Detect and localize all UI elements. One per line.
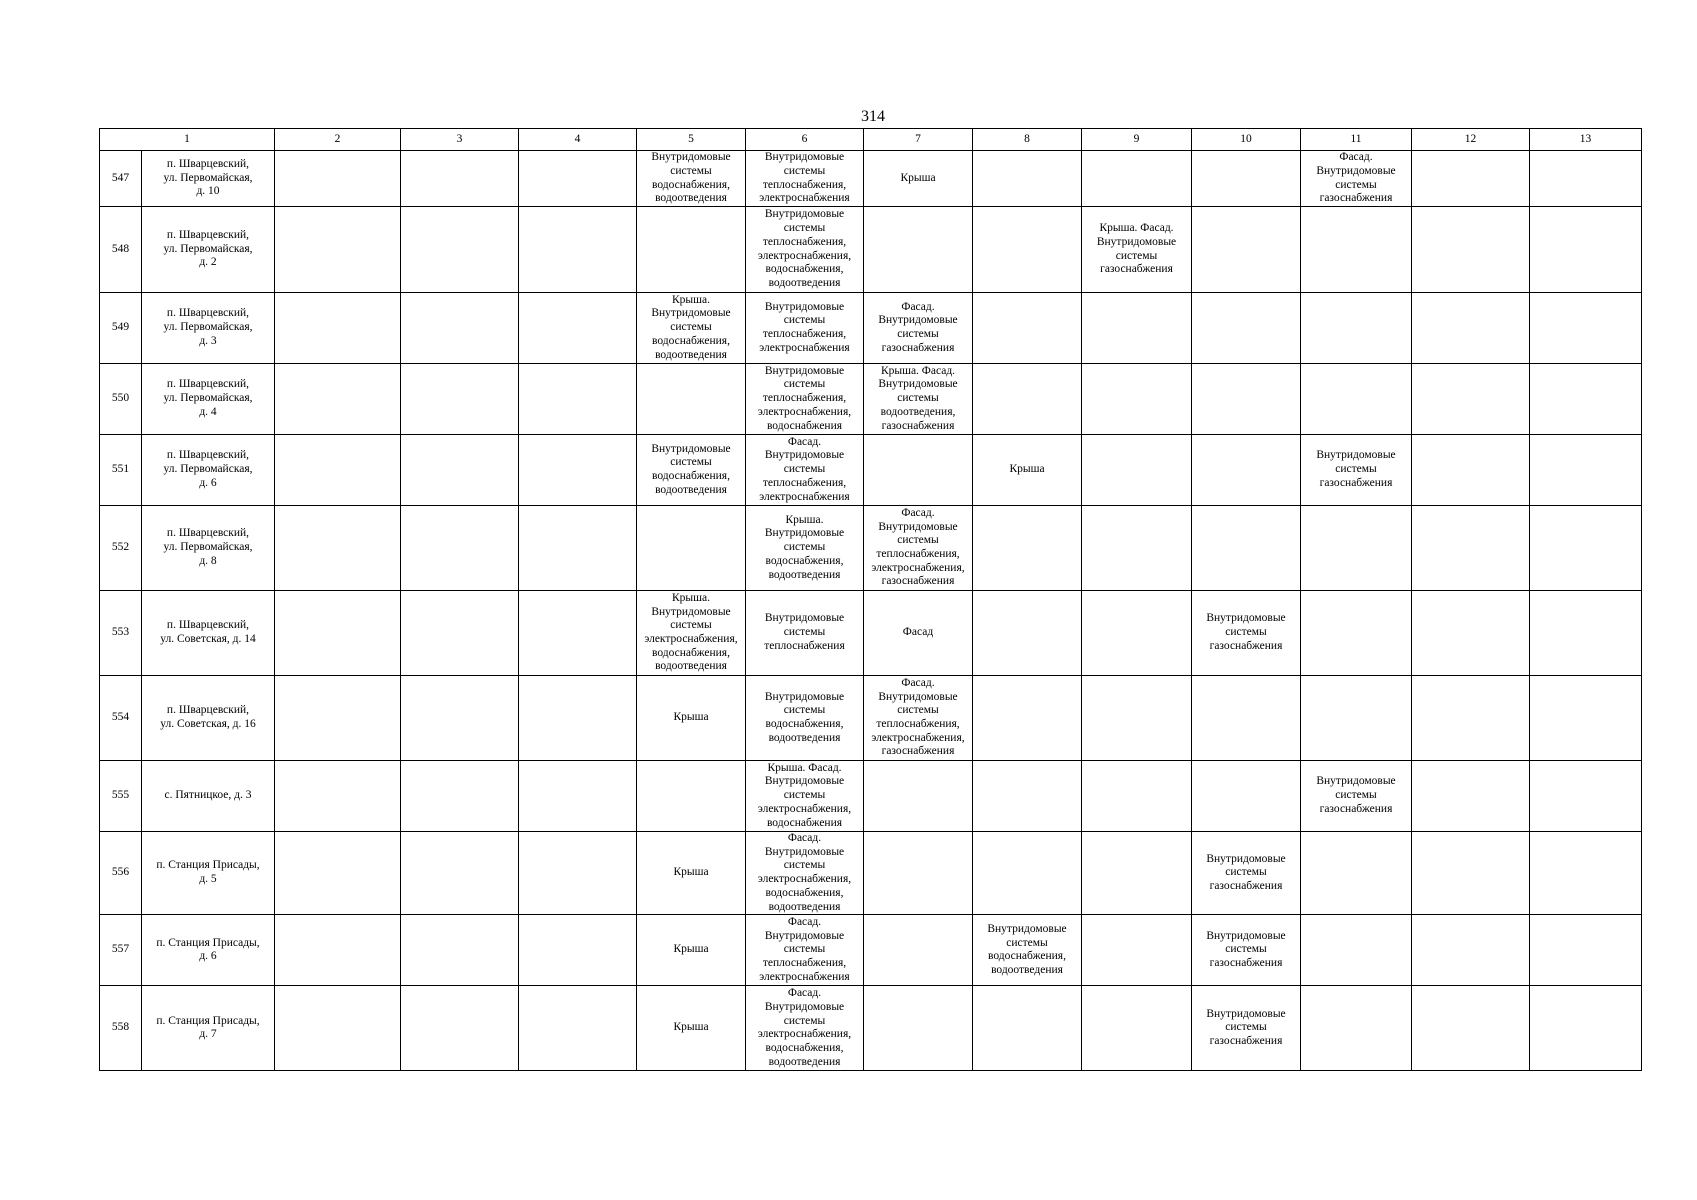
col-6-cell: Внутридомовые системы теплоснабжения bbox=[746, 591, 864, 676]
col-6-cell: Фасад. Внутридомовые системы теплоснабжения, электроснабжения bbox=[746, 915, 864, 986]
col-12-cell bbox=[1412, 151, 1530, 207]
table-row bbox=[100, 832, 1642, 915]
col-7-cell: Фасад. Внутридомовые системы газоснабжения bbox=[864, 293, 973, 364]
col-13-cell bbox=[1530, 293, 1642, 364]
col-6-cell: Крыша. Внутридомовые системы водоснабжения, водоотведения bbox=[746, 506, 864, 591]
col-11-cell bbox=[1301, 986, 1412, 1071]
col-4-cell bbox=[519, 761, 637, 832]
address-cell: п. Станция Присады, д. 7 bbox=[142, 986, 275, 1071]
col-2-cell bbox=[275, 676, 401, 761]
col-10-cell bbox=[1192, 293, 1301, 364]
col-9-cell bbox=[1082, 761, 1192, 832]
col-5-cell bbox=[637, 207, 746, 293]
col-6-cell: Внутридомовые системы теплоснабжения, электроснабжения bbox=[746, 293, 864, 364]
table-body bbox=[100, 129, 1642, 1071]
address-cell: п. Шварцевский, ул. Первомайская, д. 8 bbox=[142, 506, 275, 591]
col-13-cell bbox=[1530, 151, 1642, 207]
col-3-cell bbox=[401, 676, 519, 761]
col-11-cell: Внутридомовые системы газоснабжения bbox=[1301, 761, 1412, 832]
column-header: 9 bbox=[1082, 129, 1192, 151]
column-header: 2 bbox=[275, 129, 401, 151]
address-cell: п. Шварцевский, ул. Первомайская, д. 4 bbox=[142, 364, 275, 435]
col-9-cell: Крыша. Фасад. Внутридомовые системы газоснабжения bbox=[1082, 207, 1192, 293]
col-7-cell bbox=[864, 207, 973, 293]
col-11-cell bbox=[1301, 506, 1412, 591]
col-3-cell bbox=[401, 293, 519, 364]
col-12-cell bbox=[1412, 364, 1530, 435]
col-13-cell bbox=[1530, 435, 1642, 506]
address-cell: п. Шварцевский, ул. Первомайская, д. 10 bbox=[142, 151, 275, 207]
col-3-cell bbox=[401, 591, 519, 676]
col-9-cell bbox=[1082, 293, 1192, 364]
col-10-cell: Внутридомовые системы газоснабжения bbox=[1192, 591, 1301, 676]
table-row bbox=[100, 761, 1642, 832]
row-number-cell: 556 bbox=[100, 832, 142, 915]
col-9-cell bbox=[1082, 364, 1192, 435]
col-2-cell bbox=[275, 293, 401, 364]
col-3-cell bbox=[401, 364, 519, 435]
col-10-cell bbox=[1192, 506, 1301, 591]
col-7-cell: Крыша. Фасад. Внутридомовые системы водоотведения, газоснабжения bbox=[864, 364, 973, 435]
col-13-cell bbox=[1530, 591, 1642, 676]
col-4-cell bbox=[519, 986, 637, 1071]
col-8-cell bbox=[973, 832, 1082, 915]
table-row bbox=[100, 364, 1642, 435]
col-5-cell: Крыша bbox=[637, 832, 746, 915]
address-cell: п. Станция Присады, д. 6 bbox=[142, 915, 275, 986]
col-6-cell: Внутридомовые системы теплоснабжения, электроснабжения bbox=[746, 151, 864, 207]
col-6-cell: Внутридомовые системы теплоснабжения, электроснабжения, водоснабжения bbox=[746, 364, 864, 435]
column-header: 1 bbox=[100, 129, 275, 151]
col-10-cell: Внутридомовые системы газоснабжения bbox=[1192, 986, 1301, 1071]
table-row bbox=[100, 293, 1642, 364]
col-8-cell bbox=[973, 364, 1082, 435]
col-8-cell: Крыша bbox=[973, 435, 1082, 506]
col-2-cell bbox=[275, 364, 401, 435]
col-7-cell: Фасад. Внутридомовые системы теплоснабжения, электроснабжения, газоснабжения bbox=[864, 506, 973, 591]
column-header: 7 bbox=[864, 129, 973, 151]
col-2-cell bbox=[275, 761, 401, 832]
column-header: 13 bbox=[1530, 129, 1642, 151]
col-3-cell bbox=[401, 435, 519, 506]
col-11-cell bbox=[1301, 293, 1412, 364]
col-2-cell bbox=[275, 591, 401, 676]
col-10-cell bbox=[1192, 364, 1301, 435]
col-5-cell bbox=[637, 506, 746, 591]
col-10-cell bbox=[1192, 207, 1301, 293]
col-4-cell bbox=[519, 832, 637, 915]
col-6-cell: Внутридомовые системы теплоснабжения, электроснабжения, водоснабжения, водоотведения bbox=[746, 207, 864, 293]
col-10-cell bbox=[1192, 761, 1301, 832]
col-12-cell bbox=[1412, 761, 1530, 832]
col-9-cell bbox=[1082, 506, 1192, 591]
col-10-cell bbox=[1192, 676, 1301, 761]
col-7-cell bbox=[864, 832, 973, 915]
col-7-cell: Крыша bbox=[864, 151, 973, 207]
col-4-cell bbox=[519, 207, 637, 293]
housing-repair-table bbox=[99, 128, 1642, 1071]
col-6-cell: Фасад. Внутридомовые системы электроснабжения, водоснабжения, водоотведения bbox=[746, 986, 864, 1071]
col-3-cell bbox=[401, 986, 519, 1071]
col-11-cell bbox=[1301, 915, 1412, 986]
table-row bbox=[100, 435, 1642, 506]
column-header: 3 bbox=[401, 129, 519, 151]
col-8-cell bbox=[973, 293, 1082, 364]
col-12-cell bbox=[1412, 506, 1530, 591]
col-13-cell bbox=[1530, 915, 1642, 986]
col-11-cell bbox=[1301, 832, 1412, 915]
col-5-cell: Внутридомовые системы водоснабжения, водоотведения bbox=[637, 151, 746, 207]
col-10-cell bbox=[1192, 435, 1301, 506]
col-9-cell bbox=[1082, 832, 1192, 915]
row-number-cell: 550 bbox=[100, 364, 142, 435]
col-11-cell: Фасад. Внутридомовые системы газоснабжения bbox=[1301, 151, 1412, 207]
column-header: 8 bbox=[973, 129, 1082, 151]
col-8-cell bbox=[973, 207, 1082, 293]
col-6-cell: Внутридомовые системы водоснабжения, водоотведения bbox=[746, 676, 864, 761]
col-3-cell bbox=[401, 151, 519, 207]
col-10-cell: Внутридомовые системы газоснабжения bbox=[1192, 915, 1301, 986]
col-8-cell bbox=[973, 151, 1082, 207]
table-row bbox=[100, 207, 1642, 293]
row-number-cell: 551 bbox=[100, 435, 142, 506]
col-13-cell bbox=[1530, 676, 1642, 761]
column-header: 10 bbox=[1192, 129, 1301, 151]
col-11-cell: Внутридомовые системы газоснабжения bbox=[1301, 435, 1412, 506]
col-13-cell bbox=[1530, 986, 1642, 1071]
col-7-cell: Фасад. Внутридомовые системы теплоснабжения, электроснабжения, газоснабжения bbox=[864, 676, 973, 761]
col-7-cell bbox=[864, 915, 973, 986]
col-8-cell bbox=[973, 506, 1082, 591]
col-10-cell: Внутридомовые системы газоснабжения bbox=[1192, 832, 1301, 915]
address-cell: п. Шварцевский, ул. Советская, д. 14 bbox=[142, 591, 275, 676]
col-13-cell bbox=[1530, 207, 1642, 293]
col-4-cell bbox=[519, 915, 637, 986]
col-4-cell bbox=[519, 364, 637, 435]
col-12-cell bbox=[1412, 676, 1530, 761]
col-12-cell bbox=[1412, 915, 1530, 986]
row-number-cell: 553 bbox=[100, 591, 142, 676]
col-2-cell bbox=[275, 506, 401, 591]
column-header: 12 bbox=[1412, 129, 1530, 151]
page-number: 314 bbox=[861, 108, 885, 125]
col-4-cell bbox=[519, 151, 637, 207]
col-7-cell bbox=[864, 435, 973, 506]
col-12-cell bbox=[1412, 591, 1530, 676]
address-cell: п. Шварцевский, ул. Первомайская, д. 3 bbox=[142, 293, 275, 364]
col-3-cell bbox=[401, 915, 519, 986]
col-13-cell bbox=[1530, 364, 1642, 435]
address-cell: п. Шварцевский, ул. Первомайская, д. 6 bbox=[142, 435, 275, 506]
col-9-cell bbox=[1082, 151, 1192, 207]
table-row bbox=[100, 151, 1642, 207]
col-12-cell bbox=[1412, 207, 1530, 293]
row-number-cell: 558 bbox=[100, 986, 142, 1071]
col-11-cell bbox=[1301, 676, 1412, 761]
address-cell: п. Шварцевский, ул. Первомайская, д. 2 bbox=[142, 207, 275, 293]
address-cell: п. Шварцевский, ул. Советская, д. 16 bbox=[142, 676, 275, 761]
row-number-cell: 555 bbox=[100, 761, 142, 832]
col-3-cell bbox=[401, 506, 519, 591]
col-12-cell bbox=[1412, 832, 1530, 915]
col-9-cell bbox=[1082, 676, 1192, 761]
address-cell: п. Станция Присады, д. 5 bbox=[142, 832, 275, 915]
col-3-cell bbox=[401, 761, 519, 832]
col-2-cell bbox=[275, 832, 401, 915]
col-12-cell bbox=[1412, 293, 1530, 364]
col-9-cell bbox=[1082, 591, 1192, 676]
col-9-cell bbox=[1082, 986, 1192, 1071]
col-6-cell: Фасад. Внутридомовые системы электроснабжения, водоснабжения, водоотведения bbox=[746, 832, 864, 915]
col-11-cell bbox=[1301, 207, 1412, 293]
col-9-cell bbox=[1082, 435, 1192, 506]
col-3-cell bbox=[401, 207, 519, 293]
col-6-cell: Фасад. Внутридомовые системы теплоснабжения, электроснабжения bbox=[746, 435, 864, 506]
col-7-cell: Фасад bbox=[864, 591, 973, 676]
col-4-cell bbox=[519, 591, 637, 676]
row-number-cell: 554 bbox=[100, 676, 142, 761]
col-2-cell bbox=[275, 986, 401, 1071]
col-6-cell: Крыша. Фасад. Внутридомовые системы электроснабжения, водоснабжения bbox=[746, 761, 864, 832]
col-12-cell bbox=[1412, 435, 1530, 506]
col-5-cell bbox=[637, 761, 746, 832]
col-8-cell bbox=[973, 591, 1082, 676]
col-9-cell bbox=[1082, 915, 1192, 986]
col-5-cell: Крыша. Внутридомовые системы водоснабжения, водоотведения bbox=[637, 293, 746, 364]
table-row bbox=[100, 915, 1642, 986]
row-number-cell: 557 bbox=[100, 915, 142, 986]
row-number-cell: 552 bbox=[100, 506, 142, 591]
table-row bbox=[100, 986, 1642, 1071]
column-header-row bbox=[100, 129, 1642, 151]
col-13-cell bbox=[1530, 506, 1642, 591]
table-row bbox=[100, 676, 1642, 761]
col-8-cell bbox=[973, 761, 1082, 832]
col-5-cell: Крыша. Внутридомовые системы электроснабжения, водоснабжения, водоотведения bbox=[637, 591, 746, 676]
row-number-cell: 549 bbox=[100, 293, 142, 364]
column-header: 4 bbox=[519, 129, 637, 151]
col-3-cell bbox=[401, 832, 519, 915]
col-8-cell: Внутридомовые системы водоснабжения, водоотведения bbox=[973, 915, 1082, 986]
col-4-cell bbox=[519, 293, 637, 364]
col-11-cell bbox=[1301, 591, 1412, 676]
col-2-cell bbox=[275, 207, 401, 293]
col-5-cell bbox=[637, 364, 746, 435]
col-8-cell bbox=[973, 986, 1082, 1071]
row-number-cell: 547 bbox=[100, 151, 142, 207]
col-7-cell bbox=[864, 986, 973, 1071]
col-5-cell: Крыша bbox=[637, 986, 746, 1071]
col-13-cell bbox=[1530, 832, 1642, 915]
table-row bbox=[100, 591, 1642, 676]
col-7-cell bbox=[864, 761, 973, 832]
col-2-cell bbox=[275, 151, 401, 207]
col-8-cell bbox=[973, 676, 1082, 761]
column-header: 5 bbox=[637, 129, 746, 151]
col-4-cell bbox=[519, 435, 637, 506]
column-header: 6 bbox=[746, 129, 864, 151]
col-13-cell bbox=[1530, 761, 1642, 832]
col-11-cell bbox=[1301, 364, 1412, 435]
col-5-cell: Внутридомовые системы водоснабжения, водоотведения bbox=[637, 435, 746, 506]
col-2-cell bbox=[275, 435, 401, 506]
col-4-cell bbox=[519, 506, 637, 591]
col-5-cell: Крыша bbox=[637, 676, 746, 761]
col-12-cell bbox=[1412, 986, 1530, 1071]
col-10-cell bbox=[1192, 151, 1301, 207]
col-4-cell bbox=[519, 676, 637, 761]
table-row bbox=[100, 506, 1642, 591]
column-header: 11 bbox=[1301, 129, 1412, 151]
row-number-cell: 548 bbox=[100, 207, 142, 293]
address-cell: с. Пятницкое, д. 3 bbox=[142, 761, 275, 832]
col-5-cell: Крыша bbox=[637, 915, 746, 986]
col-2-cell bbox=[275, 915, 401, 986]
